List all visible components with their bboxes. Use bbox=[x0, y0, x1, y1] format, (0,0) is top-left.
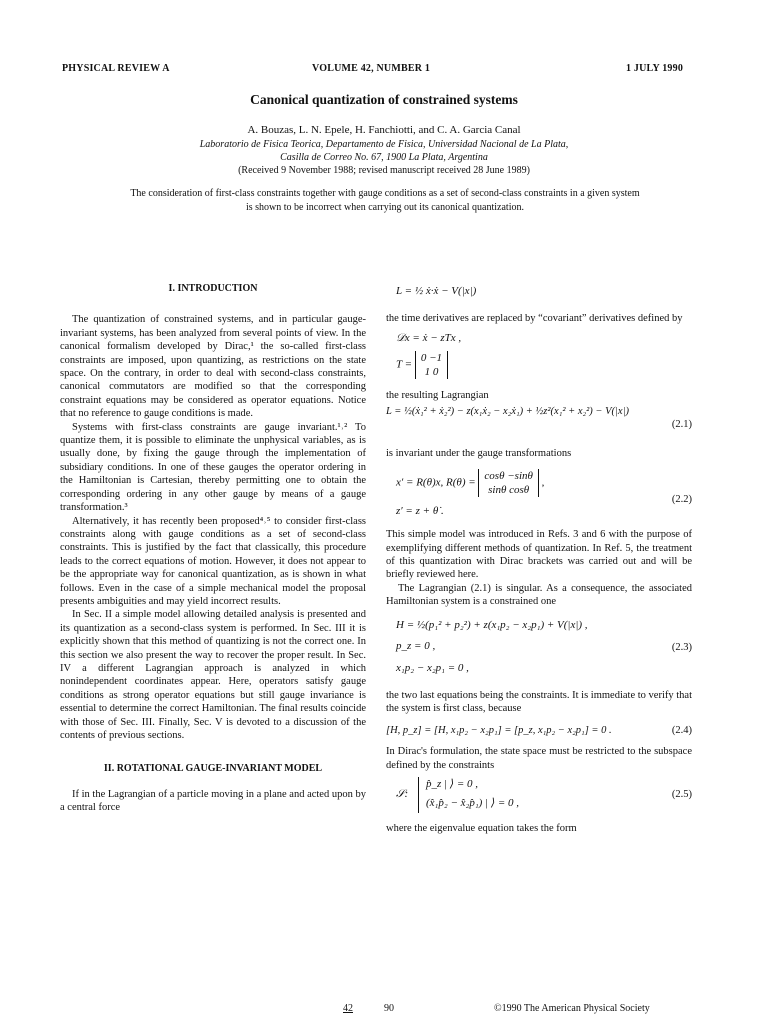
section-heading-model: II. ROTATIONAL GAUGE-INVARIANT MODEL bbox=[103, 763, 323, 775]
brace-left bbox=[418, 777, 425, 813]
gauge-transform-x: x′ = R(θ)x, R(θ) = bbox=[396, 476, 476, 489]
paragraph-intro-1: The quantization of constrained systems, and in particular gauge-invariant systems, has been analyzed from several points of view. In the canonical formalism developed by Dirac,¹ the so-called first-class constraints are imposed, upon quantizing, as restrictions on the state space. On the contrary, in order to deal with second-class constraints, canonical commutators are modified so that the corresponding constraint equations may be considered as operator equations. Notice that no reference to gauge conditions is made. bbox=[60, 314, 366, 420]
equation-2-2a: x′ = R(θ)x, R(θ) = cosθ −sinθ sinθ cosθ , bbox=[396, 469, 545, 496]
equation-2-4: [H, p_z] = [H, x₁p₂ − x₂p₁] = [p_z, x₁p₂ − x₂p₁] = 0 . bbox=[386, 724, 612, 736]
paragraph-intro-2: Systems with first-class constraints are gauge invariant.¹˒² To quantize them, it is possible to eliminate the unphysical variables, as is usually done, by fixing the gauge through the implementation of subsidiary conditions. In one of these gauges the operator ordering in the Hamiltonian is Cartesian, thereby permitting one to obtain the corresponding ordering in any other gauge by means of a gauge transformation.³ bbox=[60, 421, 366, 514]
equation-constraint-pz: p_z = 0 , bbox=[396, 640, 436, 653]
matrix-T-label: T = bbox=[396, 358, 413, 371]
matrix-T bbox=[415, 351, 448, 379]
author-list: A. Bouzas, L. N. Epele, H. Fanchiotti, and C. A. Garcia Canal bbox=[247, 124, 521, 136]
equation-number-2-5: (2.5) bbox=[671, 788, 692, 800]
equation-2-2b: z′ = z + θ̇ . bbox=[396, 504, 444, 517]
equation-number-2-1: (2.1) bbox=[671, 419, 692, 431]
equation-block-2-5 bbox=[386, 776, 692, 816]
matrix-T-row-2: 1 0 bbox=[424, 366, 439, 379]
matrix-T-row-1: 0 −1 bbox=[420, 352, 443, 365]
text-dirac-formulation: In Dirac's formulation, the state space must be restricted to the subspace defined by the constraints bbox=[386, 746, 692, 771]
subspace-label: 𝒮: bbox=[396, 787, 409, 800]
equation-covariant-derivative: 𝒟x = ẋ − zTx , bbox=[396, 331, 462, 344]
left-column bbox=[60, 282, 366, 815]
affiliation-line-1: Laboratorio de Fisica Teorica, Departamento de Fisica, Universidad Nacional de La Plata, bbox=[199, 139, 569, 150]
text-resulting-lagrangian: the resulting Lagrangian bbox=[386, 390, 489, 402]
equation-constraint-angular: x₁p₂ − x₂p₁ = 0 , bbox=[396, 661, 469, 674]
right-column bbox=[386, 285, 692, 835]
journal-name: PHYSICAL REVIEW A bbox=[62, 63, 170, 74]
issue-date: 1 JULY 1990 bbox=[626, 63, 684, 74]
equation-state-angular: (x̂₁p̂₂ − x̂₂p̂₁) | ⟩ = 0 , bbox=[426, 796, 520, 809]
paragraph-model-2: This simple model was introduced in Refs. 3 and 6 with the purpose of exemplifying different methods of quantization. In Ref. 5, the treatment of this quantization with Dirac brackets was carried out and will be briefly reviewed here. bbox=[386, 529, 692, 581]
text-first-class: the two last equations being the constraints. It is immediate to verify that the system is first class, because bbox=[386, 689, 692, 715]
affiliation-line-2: Casilla de Correo No. 67, 1900 La Plata, Argentina bbox=[280, 152, 488, 163]
equation-number-2-4: (2.4) bbox=[671, 724, 692, 736]
paper-title: Canonical quantization of constrained systems bbox=[250, 92, 518, 107]
matrix-R-row-1: cosθ −sinθ bbox=[484, 469, 533, 482]
footer-volume: 42 bbox=[343, 1003, 353, 1014]
text-covariant-derivatives: the time derivatives are replaced by “covariant” derivatives defined by bbox=[386, 313, 683, 325]
matrix-R bbox=[478, 469, 538, 497]
equation-block-2-3 bbox=[386, 619, 692, 675]
equation-matrix-T bbox=[386, 351, 692, 379]
equation-hamiltonian: H = ½(p₁² + p₂²) + z(x₁p₂ − x₂p₁) + V(|x|) , bbox=[396, 618, 588, 631]
equation-number-2-3: (2.3) bbox=[671, 641, 692, 653]
footer-copyright: ©1990 The American Physical Society bbox=[494, 1003, 650, 1014]
equation-number-2-2: (2.2) bbox=[671, 493, 692, 505]
received-dates: (Received 9 November 1988; revised manuscript received 28 June 1989) bbox=[238, 165, 530, 176]
matrix-R-row-2: sinθ cosθ bbox=[488, 483, 530, 496]
equation-free-lagrangian: L = ½ ẋ·ẋ − V(|x|) bbox=[396, 285, 477, 297]
abstract: The consideration of first-class constraints together with gauge conditions as a set of second-class constraints in a given system is shown to be incorrect when carrying out its canonical quantization. bbox=[130, 188, 640, 213]
text-eigenvalue-equation: where the eigenvalue equation takes the form bbox=[386, 822, 577, 834]
paragraph-intro-3: Alternatively, it has recently been proposed⁴˒⁵ to consider first-class constraints along with gauge conditions as a set of second-class constraints. This is justified by the fact that classically, this procedure leads to the correct equations of motion. However, it does not appear to be the appropriate way for canonical quantization, as is shown in what follows. Even in the case of a simple mechanical model the proposal presents ambiguities and may yield incorrect results. bbox=[60, 515, 366, 607]
equation-2-1: L = ½(ẋ₁² + ẋ₂²) − z(x₁ẋ₂ − x₂ẋ₁) + ½z²(x₁² + x₂²) − V(|x|) bbox=[386, 405, 629, 417]
equation-state-pz: p̂_z | ⟩ = 0 , bbox=[426, 777, 479, 790]
section-heading-introduction: I. INTRODUCTION bbox=[168, 283, 258, 294]
paragraph-model-1: If in the Lagrangian of a particle moving in a plane and acted upon by a central force bbox=[60, 788, 366, 814]
text-gauge-invariance: is invariant under the gauge transformations bbox=[386, 448, 572, 460]
paragraph-model-3: The Lagrangian (2.1) is singular. As a consequence, the associated Hamiltonian system is a constrained one bbox=[386, 582, 692, 608]
footer-page-number: 90 bbox=[384, 1003, 394, 1014]
paragraph-intro-4: In Sec. II a simple model allowing detailed analysis is presented and its quantization as a second-class system is performed. In Sec. III it is explicitly shown that this method of quantizing is not the correct one. In this section we also present the way to recover the proper result. In Sec. IV a different Lagrangian approach is analyzed in which nonindependent coordinates appear. Here, operators satisfy gauge conditions as strong operator equations but still gauge invariance is essential to determine the correct Hamiltonian. The final results coincide with those of Sec. III. Finally, Sec. V is devoted to a discussion of the contents of previous sections. bbox=[60, 609, 366, 741]
volume-number: VOLUME 42, NUMBER 1 bbox=[312, 63, 431, 74]
